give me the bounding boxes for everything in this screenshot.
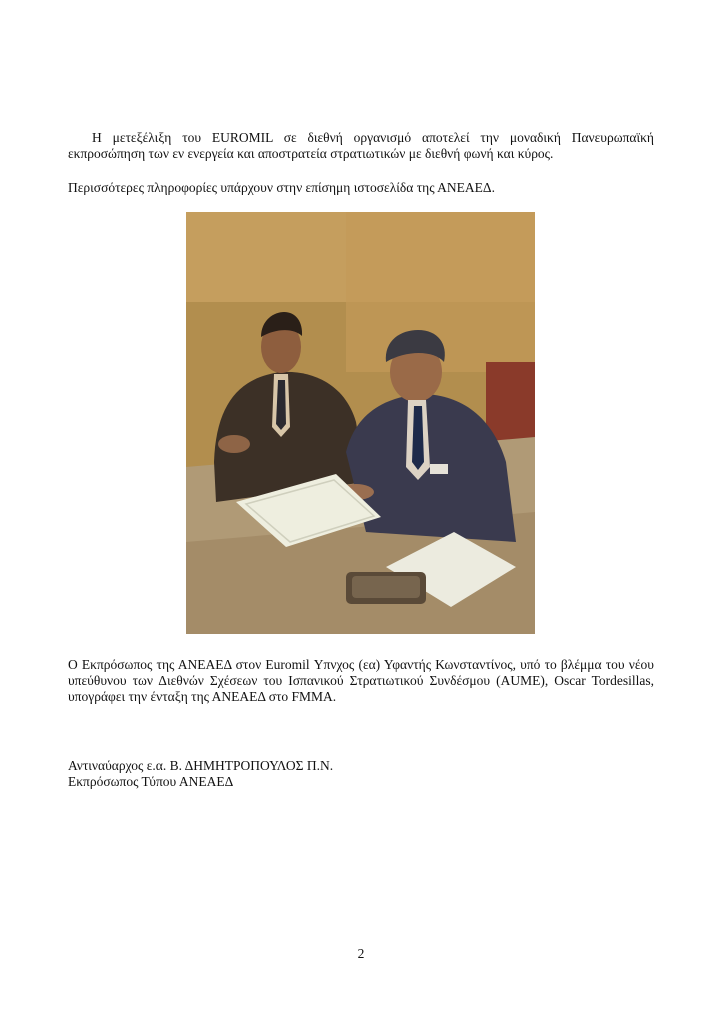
signature-name: Αντιναύαρχος ε.α. Β. ΔΗΜΗΤΡΟΠΟΥΛΟΣ Π.Ν. <box>68 758 334 773</box>
signature-title: Εκπρόσωπος Τύπου ΑΝΕΑΕΔ <box>68 774 234 789</box>
signature-block <box>68 758 654 790</box>
signing-ceremony-photo <box>186 212 535 634</box>
photo-caption: Ο Εκπρόσωπος της ΑΝΕΑΕΔ στον Euromil Υπνχος (εα) Υφαντής Κωνσταντίνος, υπό το βλέμμα του νέου υπεύθυνου των Διεθνών Σχέσεων του Ισπανικού Στρατιωτικού Συνδέσμου (AUME), Oscar Tordesillas, υπογράφει την ένταξη της ΑΝΕΑΕΔ στο FMMA. <box>68 657 654 704</box>
page-number: 2 <box>357 946 365 961</box>
paragraph-more-info: Περισσότερες πληροφορίες υπάρχουν στην επίσημη ιστοσελίδα της ΑΝΕΑΕΔ. <box>68 180 495 195</box>
paragraph-euromil: Η μετεξέλιξη του EUROMIL σε διεθνή οργανισμό αποτελεί την μοναδική Πανευρωπαϊκή εκπροσώπηση των εν ενεργεία και αποστρατεία στρατιωτικών με διεθνή φωνή και κύρος. <box>68 130 654 161</box>
